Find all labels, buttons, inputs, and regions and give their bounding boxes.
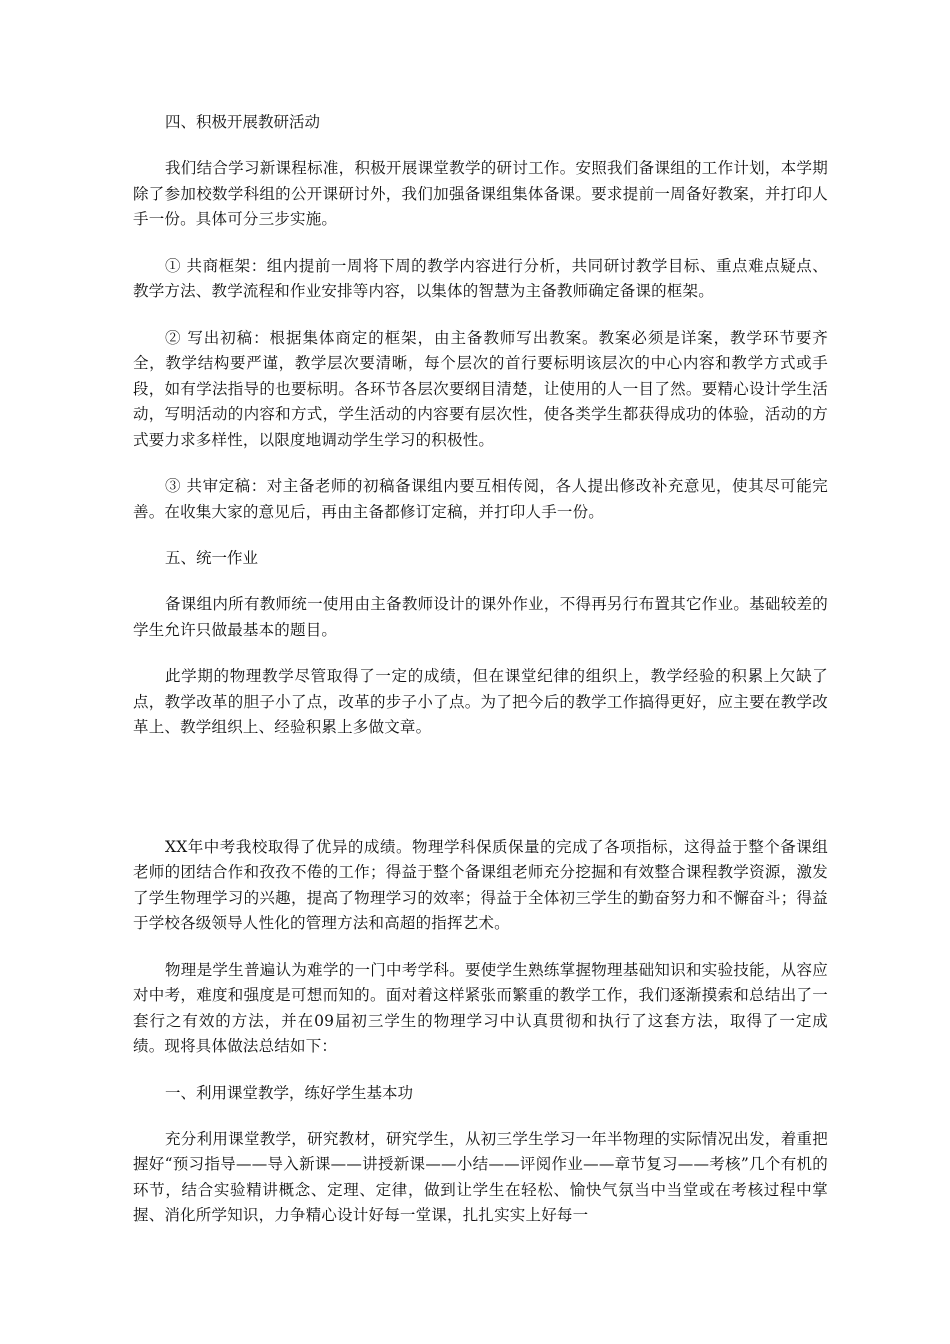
paragraph-intro: 我们结合学习新课程标准，积极开展课堂教学的研讨工作。安照我们备课组的工作计划，本学期除了参加校数学科组的公开课研讨外，我们加强备课组集体备课。要求提前一周备好教案，并打印人手一份。具体可分三步实施。 bbox=[133, 159, 828, 228]
section-heading-5: 五、统一作业 bbox=[165, 549, 259, 567]
document-body bbox=[133, 110, 828, 1250]
paragraph-step-3: ③ 共审定稿：对主备老师的初稿备课组内要互相传阅，各人提出修改补充意见，使其尽可能完善。在收集大家的意见后，再由主备都修订定稿，并打印人手一份。 bbox=[133, 477, 828, 521]
section-heading-1: 一、利用课堂教学，练好学生基本功 bbox=[165, 1083, 414, 1102]
paragraph-homework: 备课组内所有教师统一使用由主备教师设计的课外作业，不得再另行布置其它作业。基础较差的学生允许只做最基本的题目。 bbox=[133, 595, 828, 639]
paragraph-step-1: ① 共商框架：组内提前一周将下周的教学内容进行分析，共同研讨教学目标、重点难点疑点、教学方法、教学流程和作业安排等内容，以集体的智慧为主备教师确定备课的框架。 bbox=[133, 256, 828, 300]
section-gap bbox=[133, 762, 828, 835]
section-heading-4: 四、积极开展教研活动 bbox=[165, 113, 321, 131]
paragraph-step-2: ② 写出初稿：根据集体商定的框架，由主备教师写出教案。教案必须是详案，教学环节要齐全，教学结构要严谨，教学层次要清晰，每个层次的首行要标明该层次的中心内容和教学方式或手段，如有学法指导的也要标明。各环节各层次要纲目清楚，让使用的人一目了然。要精心设计学生活动，写明活动的内容和方式，学生活动的内容要有层次性，使各类学生都获得成功的体验，活动的方式要力求多样性，以限度地调动学生学习的积极性。 bbox=[133, 328, 828, 449]
paragraph-report-3: 充分利用课堂教学，研究教材，研究学生，从初三学生学习一年半物理的实际情况出发，着重把握好“预习指导——导入新课——讲授新课——小结——评阅作业——章节复习——考核”几个有机的环节，结合实验精讲概念、定理、定律，做到让学生在轻松、愉快气氛当中当堂或在考核过程中掌握、消化所学知识，力争精心设计好每一堂课，扎扎实实上好每一 bbox=[133, 1129, 828, 1224]
paragraph-report-2: 物理是学生普遍认为难学的一门中考学科。要使学生熟练掌握物理基础知识和实验技能，从容应对中考，难度和强度是可想而知的。面对着这样紧张而繁重的教学工作，我们逐渐摸索和总结出了一套行之有效的方法，并在09届初三学生的物理学习中认真贯彻和执行了这套方法，取得了一定成绩。现将具体做法总结如下： bbox=[133, 960, 828, 1055]
paragraph-closing: 此学期的物理教学尽管取得了一定的成绩，但在课堂纪律的组织上，教学经验的积累上欠缺了点，教学改革的胆子小了点，改革的步子小了点。为了把今后的教学工作搞得更好，应主要在教学改革上、教学组织上、经验积累上多做文章。 bbox=[133, 667, 828, 736]
paragraph-report-1: XX年中考我校取得了优异的成绩。物理学科保质保量的完成了各项指标，这得益于整个备课组老师的团结合作和孜孜不倦的工作；得益于整个备课组老师充分挖掘和有效整合课程教学资源，激发了学生物理学习的兴趣，提高了物理学习的效率；得益于全体初三学生的勤奋努力和不懈奋斗；得益于学校各级领导人性化的管理方法和高超的指挥艺术。 bbox=[133, 837, 828, 932]
